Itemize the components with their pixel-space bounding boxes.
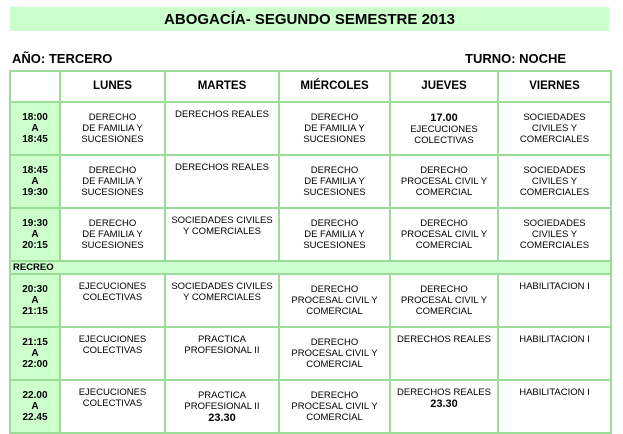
time-cell: 22.00 A 22.45 <box>10 380 60 433</box>
class-cell-martes: SOCIEDADES CIVILES Y COMERCIALES <box>165 274 279 327</box>
class-cell-martes: SOCIEDADES CIVILES Y COMERCIALES <box>165 208 279 261</box>
class-cell-martes: PRACTICA PROFESIONAL II 23.30 <box>165 380 279 433</box>
class-cell-jueves: 17.00 EJECUCIONES COLECTIVAS <box>390 102 498 155</box>
schedule-table <box>9 70 612 434</box>
class-cell-viernes: SOCIEDADES CIVILES Y COMERCIALES <box>498 155 611 208</box>
class-cell-viernes: HABILITACION I <box>498 327 611 380</box>
class-cell-viernes: SOCIEDADES CIVILES Y COMERCIALES <box>498 208 611 261</box>
class-cell-jueves: DERECHOS REALES <box>390 327 498 380</box>
corner-cell <box>10 71 60 102</box>
table-row <box>10 208 611 261</box>
class-cell-jueves: DERECHO PROCESAL CIVIL Y COMERCIAL <box>390 155 498 208</box>
table-row <box>10 102 611 155</box>
start-time-note: 17.00 <box>430 111 458 124</box>
class-cell-jueves: DERECHOS REALES 23.30 <box>390 380 498 433</box>
class-cell-viernes: HABILITACION I <box>498 274 611 327</box>
table-row <box>10 380 611 433</box>
class-cell-miercoles: DERECHO PROCESAL CIVIL Y COMERCIAL <box>279 274 390 327</box>
table-row <box>10 327 611 380</box>
class-cell-miercoles: DERECHO DE FAMILIA Y SUCESIONES <box>279 208 390 261</box>
table-row <box>10 274 611 327</box>
recess-label: RECREO <box>10 261 611 274</box>
class-cell-lunes: DERECHO DE FAMILIA Y SUCESIONES <box>60 208 165 261</box>
time-cell: 20:30 A 21:15 <box>10 274 60 327</box>
time-cell: 19:30 A 20:15 <box>10 208 60 261</box>
time-cell: 18:00 A 18:45 <box>10 102 60 155</box>
class-cell-jueves: DERECHO PROCESAL CIVIL Y COMERCIAL <box>390 274 498 327</box>
day-header-lunes: LUNES <box>60 71 165 102</box>
table-header-row <box>10 71 611 102</box>
class-cell-miercoles: DERECHO DE FAMILIA Y SUCESIONES <box>279 102 390 155</box>
end-time-note: 23.30 <box>208 411 236 424</box>
recess-row <box>10 261 611 274</box>
shift-label: TURNO: NOCHE <box>465 51 567 66</box>
time-cell: 18:45 A 19:30 <box>10 155 60 208</box>
day-header-jueves: JUEVES <box>390 71 498 102</box>
class-cell-lunes: EJECUCIONES COLECTIVAS <box>60 380 165 433</box>
class-cell-viernes: SOCIEDADES CIVILES Y COMERCIALES <box>498 102 611 155</box>
class-cell-miercoles: DERECHO DE FAMILIA Y SUCESIONES <box>279 155 390 208</box>
class-cell-martes: PRACTICA PROFESIONAL II <box>165 327 279 380</box>
day-header-viernes: VIERNES <box>498 71 611 102</box>
class-cell-lunes: DERECHO DE FAMILIA Y SUCESIONES <box>60 102 165 155</box>
class-cell-martes: DERECHOS REALES <box>165 155 279 208</box>
time-cell: 21:15 A 22:00 <box>10 327 60 380</box>
class-cell-lunes: EJECUCIONES COLECTIVAS <box>60 327 165 380</box>
end-time-note: 23.30 <box>430 398 458 410</box>
class-cell-martes: DERECHOS REALES <box>165 102 279 155</box>
class-cell-lunes: EJECUCIONES COLECTIVAS <box>60 274 165 327</box>
class-cell-miercoles: DERECHO PROCESAL CIVIL Y COMERCIAL <box>279 327 390 380</box>
class-cell-viernes: HABILITACION I <box>498 380 611 433</box>
class-cell-jueves: DERECHO PROCESAL CIVIL Y COMERCIAL <box>390 208 498 261</box>
page-title: ABOGACÍA- SEGUNDO SEMESTRE 2013 <box>10 7 609 31</box>
table-row <box>10 155 611 208</box>
day-header-martes: MARTES <box>165 71 279 102</box>
class-cell-lunes: DERECHO DE FAMILIA Y SUCESIONES <box>60 155 165 208</box>
class-cell-miercoles: DERECHO PROCESAL CIVIL Y COMERCIAL <box>279 380 390 433</box>
day-header-miercoles: MIÉRCOLES <box>279 71 390 102</box>
year-label: AÑO: TERCERO <box>12 51 113 66</box>
